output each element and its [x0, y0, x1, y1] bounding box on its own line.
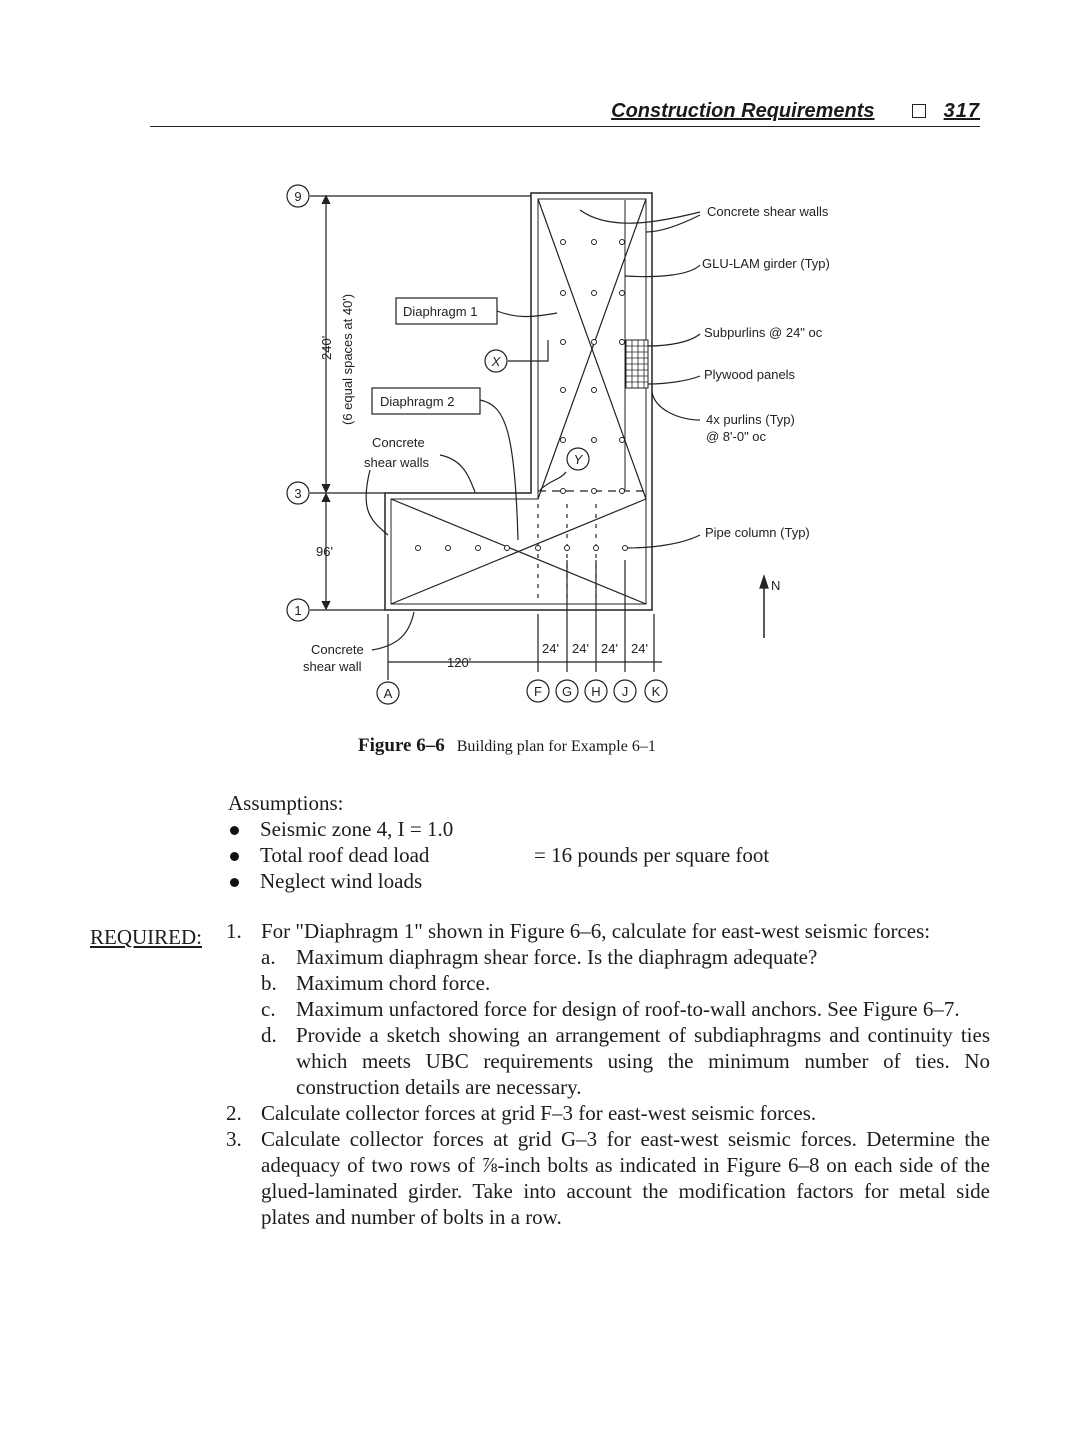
- concrete-shear-walls-label: Concrete: [372, 435, 425, 450]
- leader-line: [648, 376, 700, 384]
- callout-subpurlins: Subpurlins @ 24" oc: [704, 325, 823, 340]
- assumptions-list: [228, 816, 988, 894]
- grid-label-g: G: [561, 684, 573, 699]
- question-1-subparts: [261, 944, 990, 1100]
- dimension-240-note: (6 equal spaces at 40'): [340, 293, 355, 425]
- assumptions-block: [228, 790, 988, 894]
- page-number: 317: [943, 100, 980, 122]
- list-item: Total roof dead load = 16 pounds per square foot: [228, 842, 988, 868]
- leader-line: [625, 265, 700, 277]
- leader-line: [648, 334, 700, 346]
- leader-line: [480, 400, 518, 540]
- section-title: Construction Requirements: [611, 100, 875, 122]
- dimension-24-label: 24': [572, 641, 589, 656]
- callout-glulam-girder: GLU-LAM girder (Typ): [702, 256, 830, 271]
- required-label: REQUIRED:: [90, 925, 202, 949]
- concrete-shear-walls-label: shear walls: [364, 455, 430, 470]
- list-item: b. Maximum chord force.: [261, 971, 491, 995]
- list-item: Seismic zone 4, I = 1.0: [228, 816, 988, 842]
- concrete-shear-wall-label: Concrete: [311, 642, 364, 657]
- north-label: N: [771, 578, 781, 593]
- list-item: c. Maximum unfactored force for design of roof-to-wall anchors. See Figure 6–7.: [261, 997, 960, 1021]
- arrow-head: [322, 601, 330, 609]
- leader-line: [372, 612, 414, 650]
- callout-plywood-panels: Plywood panels: [704, 367, 796, 382]
- assumptions-title: Assumptions:: [228, 791, 344, 815]
- question-3: 3. Calculate collector forces at grid G–3 for east-west seismic forces. Determine the adequacy of two rows of ⅞-inch bolts as indicated in Figure 6–8 on each side of the glued-laminated girder. Take into account the modification factors for metal side plates and number of bolts in a row.: [226, 1127, 990, 1229]
- figure-caption: [358, 735, 656, 757]
- leader-line: [625, 535, 700, 548]
- mark-label-x: X: [491, 354, 501, 369]
- arrow-head: [322, 484, 330, 492]
- mark-label-y: Y: [573, 452, 583, 467]
- grid-label-j: J: [621, 684, 629, 699]
- dimension-96-label: 96': [316, 544, 333, 559]
- leader-line: [497, 311, 557, 317]
- dimension-240-label: 240': [319, 335, 334, 360]
- callout-purlins: 4x purlins (Typ): [706, 412, 795, 427]
- figure-caption-label: Figure 6–6: [358, 735, 445, 756]
- arrow-head: [322, 196, 330, 204]
- grid-label-f: F: [534, 684, 542, 699]
- dimension-24-label: 24': [542, 641, 559, 656]
- grid-label-a: A: [383, 686, 393, 701]
- callout-concrete-shear-walls: Concrete shear walls: [707, 204, 829, 219]
- arrow-head: [322, 494, 330, 502]
- list-item: d. Provide a sketch showing an arrangement of subdiaphragms and continuity ties which meets UBC requirements using the minimum number of ties. No construction details are necessary.: [261, 1023, 990, 1099]
- dimension-24-label: 24': [631, 641, 648, 656]
- callout-purlins-spacing: @ 8'-0" oc: [706, 429, 767, 444]
- grid-label-1: 1: [294, 603, 302, 618]
- list-item: a. Maximum diaphragm shear force. Is the diaphragm adequate?: [261, 945, 818, 969]
- dimension-24-label: 24': [601, 641, 618, 656]
- list-item: Neglect wind loads: [228, 868, 988, 894]
- required-questions: [226, 918, 990, 1230]
- grid-label-3: 3: [294, 486, 302, 501]
- assumption-value: = 16 pounds per square foot: [534, 843, 770, 867]
- leader-line: [508, 340, 548, 361]
- grid-label-k: K: [651, 684, 661, 699]
- dimension-120-label: 120': [447, 655, 472, 670]
- question-2: 2. Calculate collector forces at grid F–3 for east-west seismic forces.: [226, 1101, 817, 1125]
- leader-line: [440, 455, 475, 492]
- leader-line: [652, 392, 700, 420]
- grid-label-9: 9: [294, 189, 302, 204]
- question-1: 1. For "Diaphragm 1" shown in Figure 6–6, calculate for east-west seismic forces:: [226, 919, 931, 943]
- figure-caption-text: Building plan for Example 6–1: [456, 738, 656, 755]
- concrete-shear-wall-label: shear wall: [303, 659, 362, 674]
- grid-label-h: H: [591, 684, 601, 699]
- callout-pipe-column: Pipe column (Typ): [705, 525, 810, 540]
- diaphragm-1-label: Diaphragm 1: [403, 304, 478, 319]
- diaphragm-2-label: Diaphragm 2: [380, 394, 455, 409]
